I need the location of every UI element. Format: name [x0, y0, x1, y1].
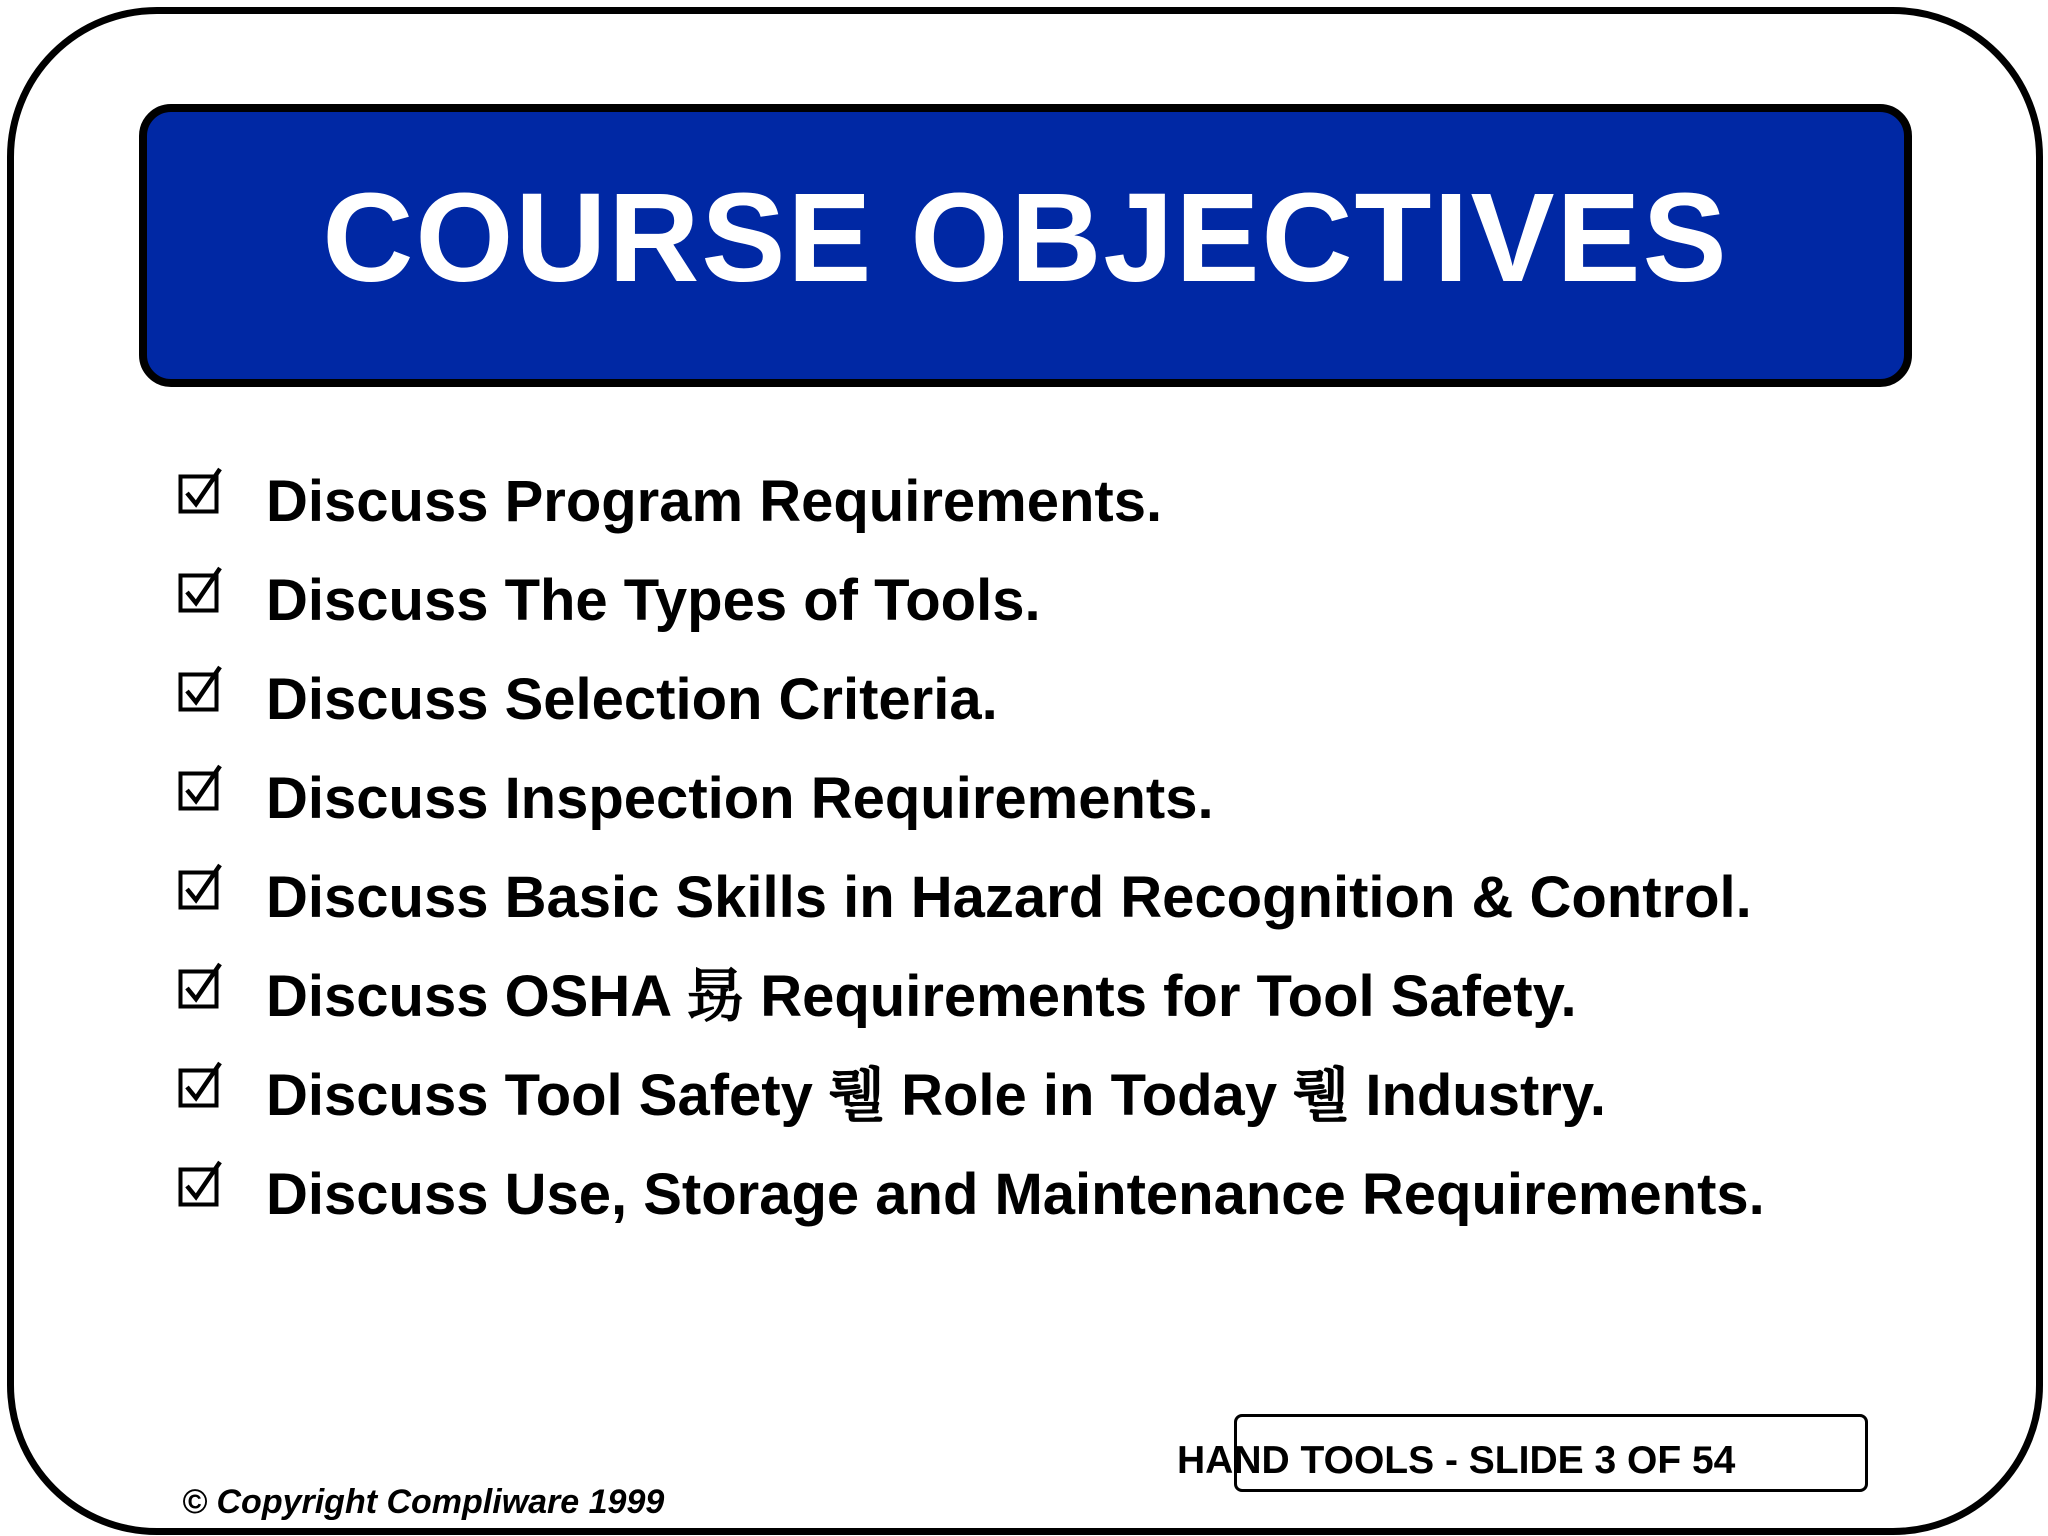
objective-item-8	[178, 1155, 1918, 1254]
checked-box-icon	[178, 961, 224, 1009]
objective-item-4	[178, 759, 1918, 858]
checked-box-icon	[178, 1060, 224, 1108]
checked-box-icon	[178, 565, 224, 613]
objectives-list	[178, 462, 1918, 1254]
checked-box-icon	[178, 862, 224, 910]
slide-number: HAND TOOLS - SLIDE 3 OF 54	[1177, 1439, 1736, 1482]
checked-box-icon	[178, 763, 224, 811]
checked-box-icon	[178, 664, 224, 712]
objective-text: Discuss Inspection Requirements.	[266, 766, 1214, 831]
copyright-notice: © Copyright Compliware 1999	[182, 1483, 665, 1521]
objective-text: Discuss OSHA 昮 Requirements for Tool Safety.	[266, 964, 1577, 1029]
checked-box-icon	[178, 466, 224, 514]
title-banner	[139, 104, 1912, 387]
objective-text: Discuss The Types of Tools.	[266, 568, 1041, 633]
objective-text: Discuss Use, Storage and Maintenance Requirements.	[266, 1162, 1765, 1227]
objective-item-5	[178, 858, 1918, 957]
objective-item-6	[178, 957, 1918, 1056]
objective-text: Discuss Tool Safety 뤨 Role in Today 뤨 Industry.	[266, 1063, 1606, 1128]
objective-text: Discuss Selection Criteria.	[266, 667, 998, 732]
objective-item-1	[178, 462, 1918, 561]
objective-text: Discuss Program Requirements.	[266, 469, 1163, 534]
objective-item-3	[178, 660, 1918, 759]
objective-text: Discuss Basic Skills in Hazard Recognition & Control.	[266, 865, 1752, 930]
objective-item-7	[178, 1056, 1918, 1155]
checked-box-icon	[178, 1159, 224, 1207]
objective-item-2	[178, 561, 1918, 660]
slide-title: COURSE OBJECTIVES	[322, 166, 1729, 308]
